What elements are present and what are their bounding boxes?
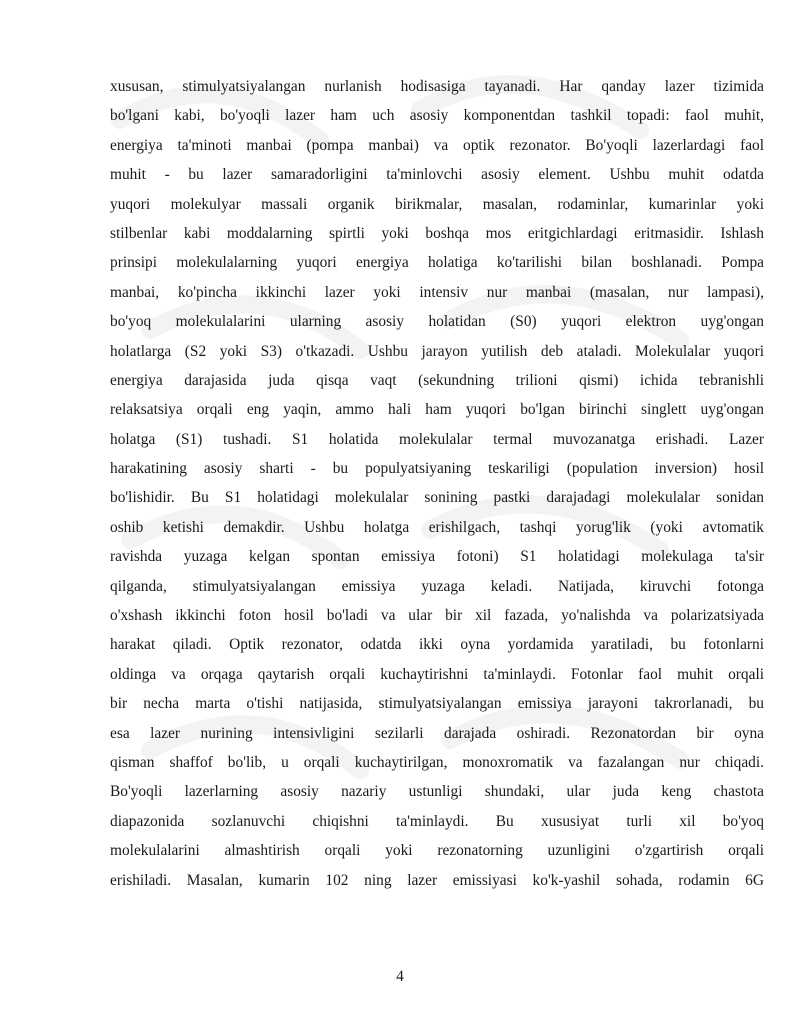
text-line: oldinga va orqaga qaytarish orqali kuchaytirishni ta'minlaydi. Fotonlar faol muhit orqali	[110, 665, 764, 683]
text-line: stilbenlar kabi moddalarning spirtli yoki boshqa mos eritgichlardagi eritmasidir. Ishlash	[110, 224, 764, 242]
text-line: Bo'yoqli lazerlarning asosiy nazariy ustunligi shundaki, ular juda keng chastota	[110, 783, 764, 801]
text-line: esa lazer nurining intensivligini sezilarli darajada oshiradi. Rezonatordan bir oyna	[110, 724, 764, 742]
text-line: bir necha marta o'tishi natijasida, stimulyatsiyalangan emissiya jarayoni takrorlanadi, bu	[110, 695, 764, 713]
text-line: molekulalarini almashtirish orqali yoki rezonatorning uzunligini o'zgartirish orqali	[110, 842, 764, 860]
text-line: energiya darajasida juda qisqa vaqt (sekundning trilioni qismi) ichida tebranishli	[110, 371, 764, 389]
text-line: erishiladi. Masalan, kumarin 102 ning lazer emissiyasi ko'k-yashil sohada, rodamin 6G	[110, 871, 764, 889]
text-line: bo'lgani kabi, bo'yoqli lazer ham uch asosiy komponentdan tashkil topadi: faol muhit,	[110, 107, 764, 125]
text-line: bo'yoq molekulalarini ularning asosiy holatidan (S0) yuqori elektron uyg'ongan	[110, 313, 764, 331]
text-line: muhit - bu lazer samaradorligini ta'minlovchi asosiy element. Ushbu muhit odatda	[110, 166, 764, 184]
text-line: holatga (S1) tushadi. S1 holatida molekulalar termal muvozanatga erishadi. Lazer	[110, 430, 764, 448]
text-line: harakat qiladi. Optik rezonator, odatda ikki oyna yordamida yaratiladi, bu fotonlarni	[110, 636, 764, 654]
text-line: o'xshash ikkinchi foton hosil bo'ladi va ular bir xil fazada, yo'nalishda va polarizatsiyada	[110, 607, 764, 625]
text-line: relaksatsiya orqali eng yaqin, ammo hali ham yuqori bo'lgan birinchi singlett uyg'ongan	[110, 401, 764, 419]
text-line: oshib ketishi demakdir. Ushbu holatga erishilgach, tashqi yorug'lik (yoki avtomatik	[110, 518, 764, 536]
text-line: harakatining asosiy sharti - bu populyatsiyaning teskariligi (population inversion) hosil	[110, 460, 764, 478]
text-line: qisman shaffof bo'lib, u orqali kuchaytirilgan, monoxromatik va fazalangan nur chiqadi.	[110, 753, 764, 771]
page-number: 4	[396, 968, 404, 985]
text-line: qilganda, stimulyatsiyalangan emissiya yuzaga keladi. Natijada, kiruvchi fotonga	[110, 577, 764, 595]
text-line: diapazonida sozlanuvchi chiqishni ta'minlaydi. Bu xususiyat turli xil bo'yoq	[110, 812, 764, 830]
text-line: prinsipi molekulalarning yuqori energiya holatiga ko'tarilishi bilan boshlanadi. Pompa	[110, 254, 764, 272]
text-line: xususan, stimulyatsiyalangan nurlanish hodisasiga tayanadi. Har qanday lazer tizimida	[110, 78, 764, 95]
text-line: holatlarga (S2 yoki S3) o'tkazadi. Ushbu jarayon yutilish deb ataladi. Molekulalar yuqori	[110, 342, 764, 360]
text-line: manbai, ko'pincha ikkinchi lazer yoki intensiv nur manbai (masalan, nur lampasi),	[110, 283, 764, 301]
text-line: bo'lishidir. Bu S1 holatidagi molekulalar sonining pastki darajadagi molekulalar sonidan	[110, 489, 764, 507]
text-line: ravishda yuzaga kelgan spontan emissiya fotoni) S1 holatidagi molekulaga ta'sir	[110, 548, 764, 566]
text-line: yuqori molekulyar massali organik birikmalar, masalan, rodaminlar, kumarinlar yoki	[110, 195, 764, 213]
body-paragraph	[110, 72, 764, 895]
text-line: energiya ta'minoti manbai (pompa manbai) va optik rezonator. Bo'yoqli lazerlardagi faol	[110, 136, 764, 154]
